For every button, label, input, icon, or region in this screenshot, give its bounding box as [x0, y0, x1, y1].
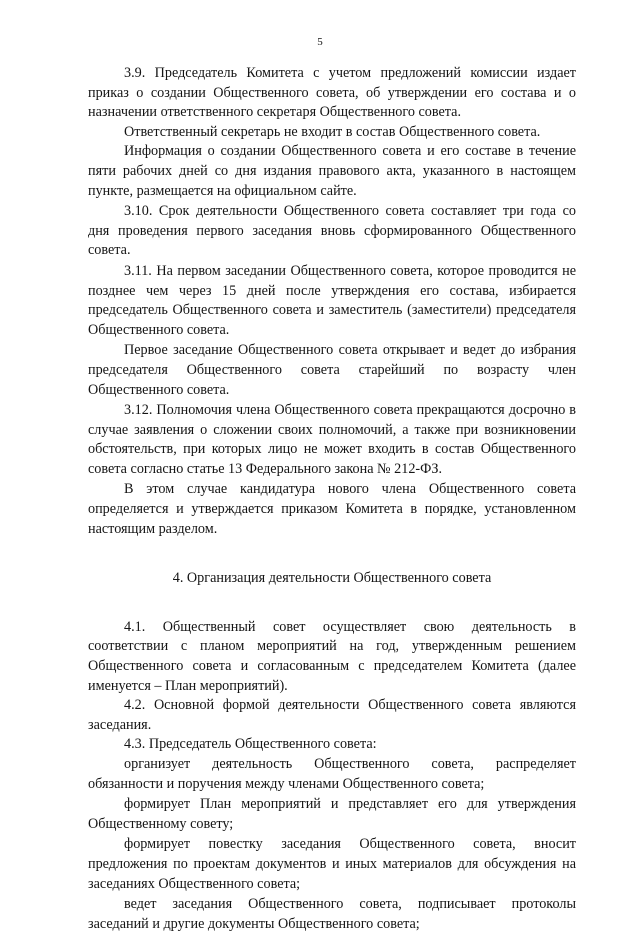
paragraph-chair-meetings: ведет заседания Общественного совета, подписывает протоколы заседаний и другие документы Общественного совета; — [88, 896, 576, 932]
paragraph-3-11: 3.11. На первом заседании Общественного совета, которое проводится не позднее чем через 15 дней после утверждения его состава, избирается председатель Общественного совета и заместитель (заместители) председателя Общественного совета. — [88, 262, 576, 338]
page-number: 5 — [317, 36, 323, 48]
paragraph-3-12: 3.12. Полномочия члена Общественного совета прекращаются досрочно в случае заявления о сложении своих полномочий, а также при возникновении обстоятельств, при которых лицо не может входить в состав Общественного совета согласно статье 13 Федерального закона № 212-ФЗ. — [88, 402, 576, 477]
paragraph-information-publication: Информация о создании Общественного совета и его составе в течение пяти рабочих дней со дня издания правового акта, указанного в настоящем пункте, размещается на официальном сайте. — [88, 143, 576, 199]
paragraph-4-3: 4.3. Председатель Общественного совета: — [124, 736, 377, 753]
document-body — [88, 64, 576, 934]
paragraph-3-9: 3.9. Председатель Комитета с учетом предложений комиссии издает приказ о создании Общественного совета, об утверждении его состава и о назначении ответственного секретаря Общественного совета. — [88, 65, 576, 121]
paragraph-chair-plan: формирует План мероприятий и представляет его для утверждения Общественному совету; — [88, 796, 576, 832]
paragraph-4-1: 4.1. Общественный совет осуществляет свою деятельность в соответствии с планом мероприятий на год, утвержденным решением Общественного совета и согласованным с председателем Комитета (далее именуется – План мероприятий). — [88, 618, 576, 694]
paragraph-secretary-note: Ответственный секретарь не входит в состав Общественного совета. — [124, 123, 541, 140]
section-heading: 4. Организация деятельности Общественного совета — [172, 570, 492, 587]
paragraph-4-2: 4.2. Основной формой деятельности Общественного совета являются заседания. — [88, 697, 576, 733]
paragraph-chair-organizes: организует деятельность Общественного совета, распределяет обязанности и поручения между членами Общественного совета; — [88, 756, 576, 792]
paragraph-new-member: В этом случае кандидатура нового члена Общественного совета определяется и утверждается приказом Комитета в порядке, установленном настоящим разделом. — [88, 481, 576, 537]
paragraph-3-10: 3.10. Срок деятельности Общественного совета составляет три года со дня проведения первого заседания вновь сформированного Общественного совета. — [88, 203, 576, 259]
paragraph-first-meeting: Первое заседание Общественного совета открывает и ведет до избрания председателя Общественного совета старейший по возрасту член Общественного совета. — [88, 342, 576, 398]
paragraph-chair-agenda: формирует повестку заседания Общественного совета, вносит предложения по проектам документов и иных материалов для обсуждения на заседаниях Общественного совета; — [88, 836, 576, 892]
